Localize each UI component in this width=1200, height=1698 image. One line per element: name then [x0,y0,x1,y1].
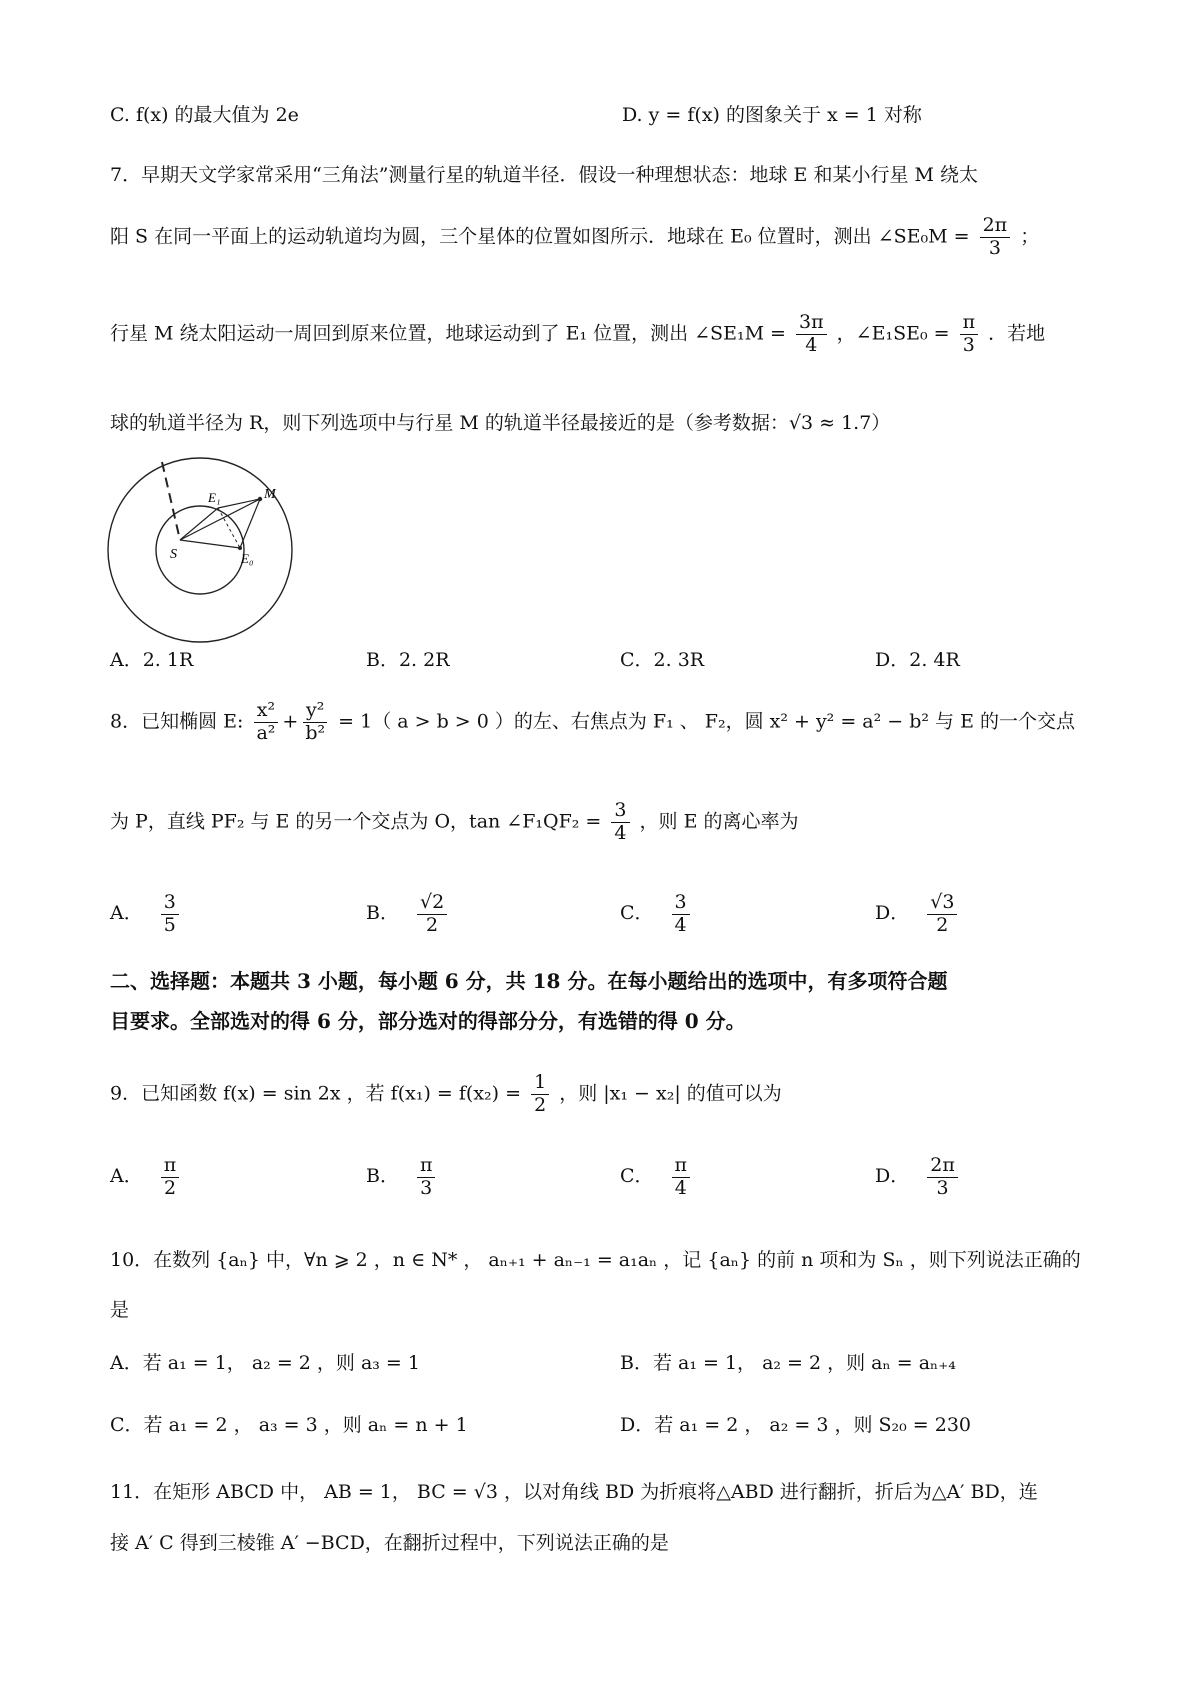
q7-frac2-den: 3 [962,333,975,356]
dashed-line [162,462,180,540]
label-m: M [264,487,276,502]
q7-line-3 [110,312,1045,357]
q8-option-a-den: 5 [163,913,176,936]
q7-fraction-pi-3 [960,312,979,357]
q8-frac-y2-b2 [302,700,328,745]
q9-frac-den: 2 [534,1093,547,1116]
line-s-m [180,499,260,540]
q7-line-3-a: 行星 M 绕太阳运动一周回到原来位置，地球运动到了 E₁ 位置，测出 ∠SE₁M = [110,322,786,345]
q9-option-c-frac [672,1155,691,1200]
q8-frac-3-4 [611,800,629,845]
q10-line-1: 10．在数列 {aₙ} 中，∀n ⩾ 2 ，n ∈ N* ， aₙ₊₁ + aₙ₋₁ = a₁aₙ ，记 {aₙ} 的前 n 项和为 Sₙ ，则下列说法正确的 [110,1249,1081,1271]
q8-frac-a2: a² [256,721,276,744]
q9-option-a-label: A． [110,1165,143,1188]
q8-option-a [110,892,183,937]
q7-frac1-den: 4 [805,333,818,356]
q7-line-2-end: ； [1020,225,1040,248]
q7-frac-num: 2π [980,215,1011,238]
q8-frac-x2: x² [254,700,278,723]
q8-option-c-num: 3 [672,892,690,915]
q7-fraction-2pi-3 [980,215,1011,260]
q7-fraction-3pi-4 [796,312,827,357]
q7-line-2-text: 阳 S 在同一平面上的运动轨道均为圆，三个星体的位置如图所示．地球在 E₀ 位置时，测出 ∠SE₀M = [110,225,970,248]
q9-option-b [366,1155,439,1200]
section-2-line-2: 目要求。全部选对的得 6 分，部分选对的得部分分，有选错的得 0 分。 [110,1009,746,1033]
q9-option-b-den: 3 [420,1176,433,1199]
q8-option-b-frac [417,892,447,937]
q9-option-a-den: 2 [163,1176,177,1199]
q8-option-d-label: D． [875,902,910,925]
q7-line-3-c: ．若地 [988,322,1046,345]
line-e1-m [218,499,260,508]
q8-frac-x2-a2 [253,700,278,745]
label-e0: E₀ [241,551,254,566]
q8-line-1-b: = 1（ a > b > 0 ）的左、右焦点为 F₁ 、 F₂，圆 x² + y² = a² − b² 与 E 的一个交点 [338,710,1076,733]
q7-option-b: B．2. 2R [366,649,450,671]
q9-option-c-den: 4 [674,1176,687,1199]
q9-option-b-num: π [417,1155,436,1178]
point-m [258,497,262,501]
q7-line-1: 7．早期天文学家常采用“三角法”测量行星的轨道半径．假设一种理想状态：地球 E 和某小行星 M 绕太 [110,164,979,186]
point-e0 [238,546,242,550]
q8-line-1: 8．已知椭圆 E: $\frac{\text{x²}}{\text{a²}}$ + $\frac{\text{y²}}{\text{b²}}$ = 1（ a > b > 0 ）的左、右焦点为 F₁ 、 F₂，圆 x² + y² = a² − b² 与 E 的一个交点 [110,699,1076,744]
orbit-diagram [100,450,300,650]
q10-option-b: B．若 a₁ = 1， a₂ = 2 ，则 aₙ = aₙ₊₄ [620,1352,956,1374]
q8-option-c-den: 4 [674,913,687,936]
q6-option-c: C. f(x) 的最大值为 2e [110,104,299,126]
q9-option-a-num: π [161,1155,180,1178]
q7-frac1-num: 3π [796,312,827,335]
q7-frac2-num: π [960,312,979,335]
q9-option-c [620,1155,694,1200]
q9-frac-num: 1 [531,1072,549,1095]
q9-option-c-label: C． [620,1165,654,1188]
q9-option-d-num: 2π [927,1155,958,1178]
q7-line-2 [110,215,1039,260]
q7-option-a: A．2. 1R [110,649,194,671]
q8-option-d-den: 2 [936,913,949,936]
q8-option-b-label: B． [366,902,399,925]
line-e0-m [240,499,260,548]
q9-option-d-den: 3 [936,1176,949,1199]
q9-option-d-label: D． [875,1165,910,1188]
q8-line-2-a: 为 P，直线 PF₂ 与 E 的另一个交点为 O，tan ∠F₁QF₂ = [110,810,602,833]
q8-option-c [620,892,694,937]
q7-frac-den: 3 [988,236,1001,259]
q9-text-b: ，则 |x₁ − x₂| 的值可以为 [559,1082,782,1105]
q8-line-1-a: 8．已知椭圆 E: [110,710,244,733]
q8-frac-den: 4 [614,821,627,844]
q7-option-d: D．2. 4R [875,649,960,671]
q9-option-b-frac [417,1155,436,1200]
q8-option-c-label: C． [620,902,654,925]
q10-option-a: A．若 a₁ = 1， a₂ = 2 ，则 a₃ = 1 [110,1352,420,1374]
q8-option-a-frac [161,892,179,937]
q9-text [110,1072,782,1117]
q8-option-a-label: A． [110,902,143,925]
q7-option-c: C．2. 3R [620,649,705,671]
q8-line-2 [110,800,799,845]
q9-option-b-label: B． [366,1165,399,1188]
q11-line-2: 接 A′ C 得到三棱锥 A′ −BCD，在翻折过程中，下列说法正确的是 [110,1532,669,1554]
line-s-e0 [180,540,240,548]
q10-option-d: D．若 a₁ = 2 ， a₂ = 3 ，则 S₂₀ = 230 [620,1414,972,1436]
q7-line-4: 球的轨道半径为 R，则下列选项中与行星 M 的轨道半径最接近的是（参考数据：√3 ≈ 1.7） [110,412,891,434]
q8-option-d [875,892,961,937]
q9-option-a-frac [161,1155,180,1200]
q8-frac-y2: y² [303,700,327,723]
q7-line-3-b: ，∠E₁SE₀ = [836,322,950,345]
q9-option-d-frac [927,1155,958,1200]
q9-text-a: 9．已知函数 f(x) = sin 2x ，若 f(x₁) = f(x₂) = [110,1082,522,1105]
q8-option-a-num: 3 [161,892,179,915]
q8-option-b [366,892,451,937]
q8-line-2-b: ，则 E 的离心率为 [639,810,799,833]
q9-frac-1-2 [531,1072,549,1117]
q6-option-d: D. y = f(x) 的图象关于 x = 1 对称 [622,104,922,126]
q11-line-1: 11．在矩形 ABCD 中， AB = 1， BC = √3 ，以对角线 BD 为折痕将△ABD 进行翻折，折后为△A′ BD，连 [110,1481,1038,1503]
q8-frac-num: 3 [611,800,629,823]
q9-option-c-num: π [672,1155,691,1178]
q10-option-c: C．若 a₁ = 2 ， a₃ = 3 ，则 aₙ = n + 1 [110,1414,468,1436]
q9-option-a [110,1155,183,1200]
q8-option-d-num: √3 [927,892,957,915]
section-2-line-1: 二、选择题：本题共 3 小题，每小题 6 分，共 18 分。在每小题给出的选项中，有多项符合题 [110,969,948,993]
label-s: S [170,547,177,562]
label-e1: E₁ [208,490,221,505]
q8-option-b-num: √2 [417,892,447,915]
q8-frac-b2: b² [305,721,326,744]
line-e1-e0 [218,508,240,548]
q9-option-d [875,1155,962,1200]
q10-line-2: 是 [110,1299,130,1321]
q8-option-c-frac [672,892,690,937]
q8-option-b-den: 2 [426,913,439,936]
q8-option-d-frac [927,892,957,937]
planet-orbit-circle [108,458,292,642]
